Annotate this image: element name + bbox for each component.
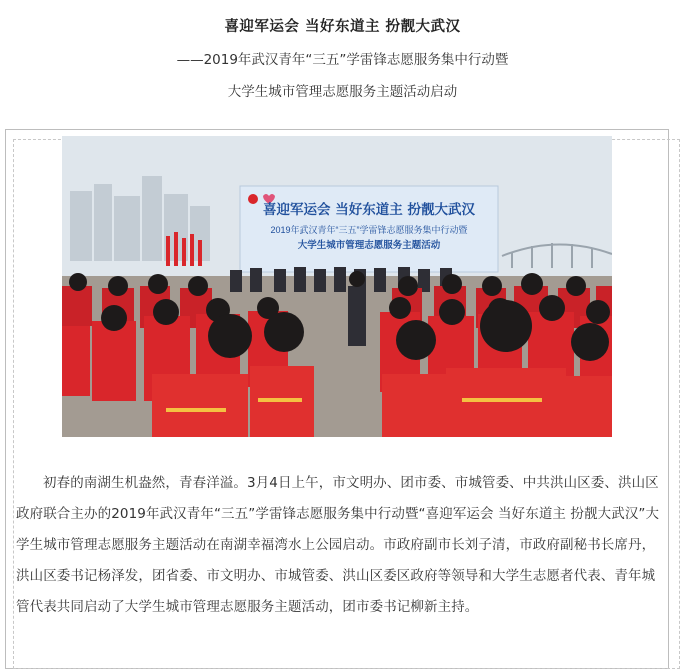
article-subtitle-line1: ——2019年武汉青年“三五”学雷锋志愿服务集中行动暨 <box>176 52 509 68</box>
photo-banner-line1: 喜迎军运会 当好东道主 扮靓大武汉 <box>263 202 475 218</box>
article-subtitle-line2: 大学生城市管理志愿服务主题活动启动 <box>227 84 458 100</box>
photo-banner-line3: 大学生城市管理志愿服务主题活动 <box>297 240 441 251</box>
article-title: 喜迎军运会 当好东道主 扮靓大武汉 <box>224 19 461 35</box>
photo-banner-line2: 2019年武汉青年“三五”学雷锋志愿服务集中行动暨 <box>270 225 468 235</box>
event-photo <box>62 136 612 437</box>
event-photo-graphic <box>62 136 612 437</box>
article-paragraph: 初春的南湖生机盎然，青春洋溢。3月4日上午，市文明办、团市委、市城管委、中共洪山区委、洪山区政府联合主办的2019年武汉青年“三五”学雷锋志愿服务集中行动暨“喜迎军运会 当好东道主 扮靓大武汉”大学生城市管理志愿服务主题活动在南湖幸福湾水上公园启动。市政府副市长刘子清，市政府副秘书长席丹，洪山区委书记杨泽发，团省委、市文明办、市城管委、洪山区委区政府等领导和大学生志愿者代表、青年城管代表共同启动了大学生城市管理志愿服务主题活动，团市委书记柳新主持。 <box>16 475 660 615</box>
photo-stage-banner <box>240 186 498 272</box>
